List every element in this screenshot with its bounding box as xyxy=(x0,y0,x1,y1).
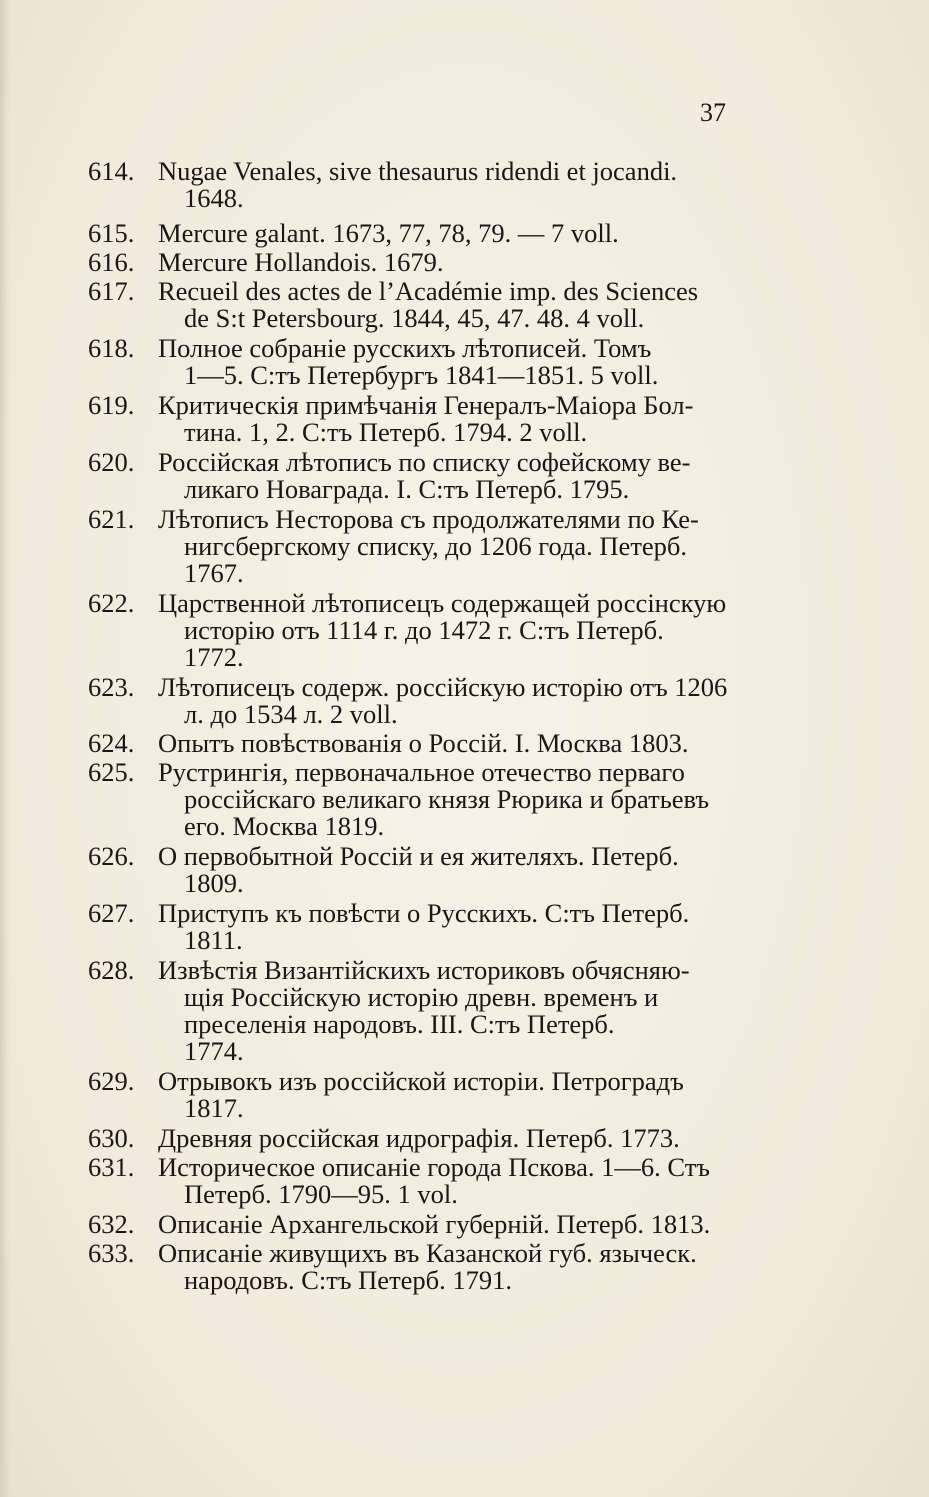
entry-line: 1—5. С:тъ Петербургъ 1841—1851. 5 voll. xyxy=(184,360,659,390)
entry-number: 625. xyxy=(88,757,135,787)
entry-number: 624. xyxy=(88,728,135,758)
entry-line: Опытъ повѣствованія о Россій. I. Москва 1803. xyxy=(158,728,689,758)
entry-line: Критическія примѣчанія Генералъ-Маіора Бол- xyxy=(158,390,694,420)
entry-text xyxy=(158,335,763,389)
page-number: 37 xyxy=(700,98,726,127)
entry-line: нигсбергскому списку, до 1206 года. Петерб. xyxy=(184,531,688,561)
entry-number: 628. xyxy=(88,955,135,985)
catalog-entry xyxy=(88,1240,778,1294)
page-edge-shadow xyxy=(0,0,10,1497)
entry-number: 633. xyxy=(88,1238,135,1268)
entry-line: Лѣтописъ Несторова съ продолжателями по Ке- xyxy=(158,504,699,534)
catalog-entry xyxy=(88,1125,778,1152)
entry-line: 1809. xyxy=(184,868,244,898)
entry-text xyxy=(158,249,763,276)
entry-text xyxy=(158,900,763,954)
entry-line: Приступъ къ повѣсти о Русскихъ. С:тъ Петерб. xyxy=(158,898,690,928)
catalog-entry xyxy=(88,1154,778,1208)
catalog-entry xyxy=(88,957,778,1065)
catalog-entry-list xyxy=(88,158,778,1294)
entry-line: щія Россійскую исторію древн. временъ и xyxy=(184,982,659,1012)
entry-line: Извѣстія Византійскихъ историковъ обчясняю- xyxy=(158,955,690,985)
entry-number: 627. xyxy=(88,898,135,928)
entry-number: 615. xyxy=(88,218,135,248)
catalog-entry xyxy=(88,392,778,446)
entry-text xyxy=(158,220,763,247)
entry-text xyxy=(158,158,763,212)
catalog-entry xyxy=(88,730,778,757)
entry-text xyxy=(158,1068,763,1122)
entry-line: Россійская лѣтописъ по списку софейскому ве- xyxy=(158,447,691,477)
catalog-entry xyxy=(88,249,778,276)
entry-line: ликаго Новаграда. I. С:тъ Петерб. 1795. xyxy=(184,474,630,504)
entry-line: 1774. xyxy=(184,1036,244,1066)
catalog-entry xyxy=(88,843,778,897)
entry-number: 630. xyxy=(88,1123,135,1153)
entry-line: О первобытной Россій и ея жителяхъ. Петерб. xyxy=(158,841,679,871)
entry-line: Петерб. 1790—95. 1 vol. xyxy=(184,1179,458,1209)
entry-number: 626. xyxy=(88,841,135,871)
entry-text xyxy=(158,590,763,671)
entry-text xyxy=(158,759,763,840)
catalog-entry xyxy=(88,335,778,389)
catalog-entry xyxy=(88,220,778,247)
entry-line: 1811. xyxy=(184,925,243,955)
entry-line: Историческое описаніе города Пскова. 1—6. Стъ xyxy=(158,1152,710,1182)
entry-line: преселенія народовъ. III. С:тъ Петерб. xyxy=(184,1009,615,1039)
entry-line: de S:t Petersbourg. 1844, 45, 47. 48. 4 voll. xyxy=(184,303,645,333)
entry-line: Mercure Hollandois. 1679. xyxy=(158,247,444,277)
entry-text xyxy=(158,957,763,1065)
entry-line: Recueil des actes de l’Académie imp. des Sciences xyxy=(158,276,699,306)
entry-number: 618. xyxy=(88,333,135,363)
entry-text xyxy=(158,730,763,757)
entry-line: Рустрингія, первоначальное отечество перваго xyxy=(158,757,685,787)
entry-line: тина. 1, 2. С:тъ Петерб. 1794. 2 voll. xyxy=(184,417,588,447)
catalog-entry xyxy=(88,1068,778,1122)
catalog-entry xyxy=(88,506,778,587)
entry-number: 621. xyxy=(88,504,135,534)
catalog-entry xyxy=(88,900,778,954)
catalog-entry xyxy=(88,158,778,212)
entry-line: Mercure galant. 1673, 77, 78, 79. — 7 voll. xyxy=(158,218,619,248)
entry-line: 1648. xyxy=(184,183,244,213)
entry-line: Лѣтописецъ содерж. россійскую исторію отъ 1206 xyxy=(158,672,728,702)
entry-line: россійскаго великаго князя Рюрика и братьевъ xyxy=(184,784,710,814)
entry-text xyxy=(158,449,763,503)
entry-line: его. Москва 1819. xyxy=(184,811,385,841)
entry-line: 1767. xyxy=(184,558,244,588)
entry-line: исторію отъ 1114 г. до 1472 г. С:тъ Петерб. xyxy=(184,615,664,645)
catalog-entry xyxy=(88,449,778,503)
entry-text xyxy=(158,278,763,332)
entry-text xyxy=(158,392,763,446)
entry-line: л. до 1534 л. 2 voll. xyxy=(184,699,398,729)
entry-text xyxy=(158,1125,763,1152)
entry-number: 620. xyxy=(88,447,135,477)
entry-line: 1772. xyxy=(184,642,244,672)
entry-number: 622. xyxy=(88,588,135,618)
entry-text xyxy=(158,674,763,728)
catalog-entry xyxy=(88,674,778,728)
entry-line: народовъ. С:тъ Петерб. 1791. xyxy=(184,1265,513,1295)
entry-line: Nugae Venales, sive thesaurus ridendi et jocandi. xyxy=(158,156,678,186)
catalog-entry xyxy=(88,759,778,840)
entry-number: 616. xyxy=(88,247,135,277)
entry-number: 629. xyxy=(88,1066,135,1096)
entry-text xyxy=(158,1240,763,1294)
entry-line: Древняя россійская идрографія. Петерб. 1773. xyxy=(158,1123,680,1153)
catalog-entry xyxy=(88,278,778,332)
entry-number: 614. xyxy=(88,156,135,186)
entry-number: 619. xyxy=(88,390,135,420)
entry-line: 1817. xyxy=(184,1093,244,1123)
catalog-entry xyxy=(88,1211,778,1238)
entry-line: Отрывокъ изъ россійской исторіи. Петроградъ xyxy=(158,1066,684,1096)
entry-text xyxy=(158,843,763,897)
entry-number: 617. xyxy=(88,276,135,306)
entry-line: Описаніе Архангельской губерній. Петерб. 1813. xyxy=(158,1209,711,1239)
entry-text xyxy=(158,1211,763,1238)
entry-line: Описаніе живущихъ въ Казанской губ. языческ. xyxy=(158,1238,697,1268)
entry-number: 631. xyxy=(88,1152,135,1182)
catalog-entry xyxy=(88,590,778,671)
entry-number: 632. xyxy=(88,1209,135,1239)
entry-number: 623. xyxy=(88,672,135,702)
entry-line: Царственной лѣтописецъ содержащей россінскую xyxy=(158,588,727,618)
entry-text xyxy=(158,1154,763,1208)
entry-line: Полное собраніе русскихъ лѣтописей. Томъ xyxy=(158,333,652,363)
entry-text xyxy=(158,506,763,587)
